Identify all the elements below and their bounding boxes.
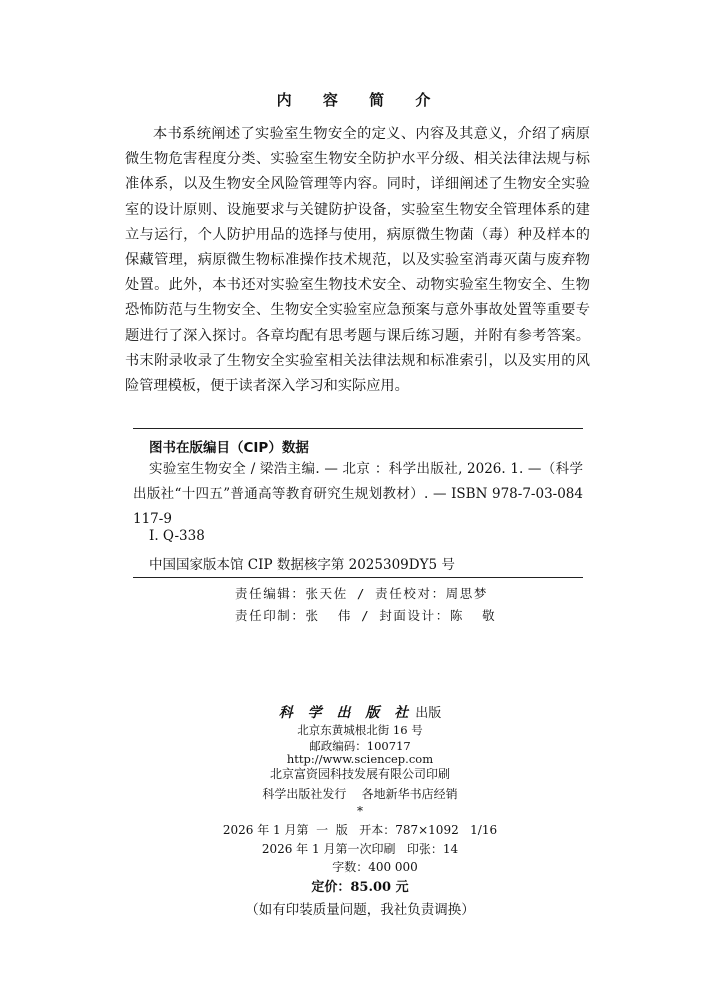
cip-heading: 图书在版编目（CIP）数据 xyxy=(149,440,309,456)
printing-info: 2026 年 1 月第一次印刷 印张：14 xyxy=(261,842,459,856)
intro-body: 本书系统阐述了实验室生物安全的定义、内容及其意义，介绍了病原微生物危害程度分类、实验室生物安全防护水平分级、相关法律法规与标准体系，以及生物安全风险管理等内容。同时，详细阐述了生物安全实验室的设计原则、设施要求与关键防护设备，实验室生物安全管理体系的建立与运行，个人防护用品的选择与使用，病原微生物菌（毒）种及样本的保藏管理，病原微生物标准操作技术规范，以及实验室消毒灭菌与废弃物处置。此外，本书还对实验室生物技术安全、动物实验室生物安全、生物恐怖防范与生物安全、生物安全实验室应急预案与意外事故处置等重要专题进行了深入探讨。各章均配有思考题与课后练习题，并附有参考答案。书末附录收录了生物安全实验室相关法律法规和标准索引，以及实用的风险管理模板，便于读者深入学习和实际应用。 xyxy=(125,126,590,395)
cip-top-rule xyxy=(133,428,583,429)
price: 定价：85.00 元 xyxy=(311,880,409,895)
cip-number: 中国国家版本馆 CIP 数据核字第 2025309DY5 号 xyxy=(149,557,455,573)
publisher-postcode: 邮政编码：100717 xyxy=(309,739,411,753)
printer: 北京富资园科技发展有限公司印刷 xyxy=(269,767,450,781)
cip-classification: Ⅰ. Q-338 xyxy=(149,528,205,544)
publisher-website: http://www.sciencep.com xyxy=(286,752,434,766)
staff-editors: 责任编辑：张天佐 / 责任校对：周思梦 xyxy=(235,586,488,601)
staff-production: 责任印制：张 伟 / 封面设计：陈 敬 xyxy=(235,608,497,623)
edition-info: 2026 年 1 月第 一 版 开本：787×1092 1/16 xyxy=(222,823,498,837)
publisher-address: 北京东黄城根北街 16 号 xyxy=(297,723,423,737)
publisher-line xyxy=(0,702,720,722)
intro-title: 内 容 简 介 xyxy=(276,91,444,109)
separator: * xyxy=(357,804,363,818)
quality-note: （如有印装质量问题，我社负责调换） xyxy=(245,902,475,918)
publisher-logo: 科 学 出 版 社 xyxy=(278,705,414,721)
cip-bottom-rule xyxy=(133,577,583,578)
publisher-suffix: 出版 xyxy=(415,706,442,721)
cip-description: 实验室生物安全 / 梁浩主编. — 北京 ：科学出版社, 2026. 1. —（科学出版社“十四五”普通高等教育研究生规划教材）. — ISBN 978-7-03-084117-9 xyxy=(133,461,583,527)
word-count: 字数：400 000 xyxy=(332,860,418,874)
distribution: 科学出版社发行 各地新华书店经销 xyxy=(262,787,458,801)
